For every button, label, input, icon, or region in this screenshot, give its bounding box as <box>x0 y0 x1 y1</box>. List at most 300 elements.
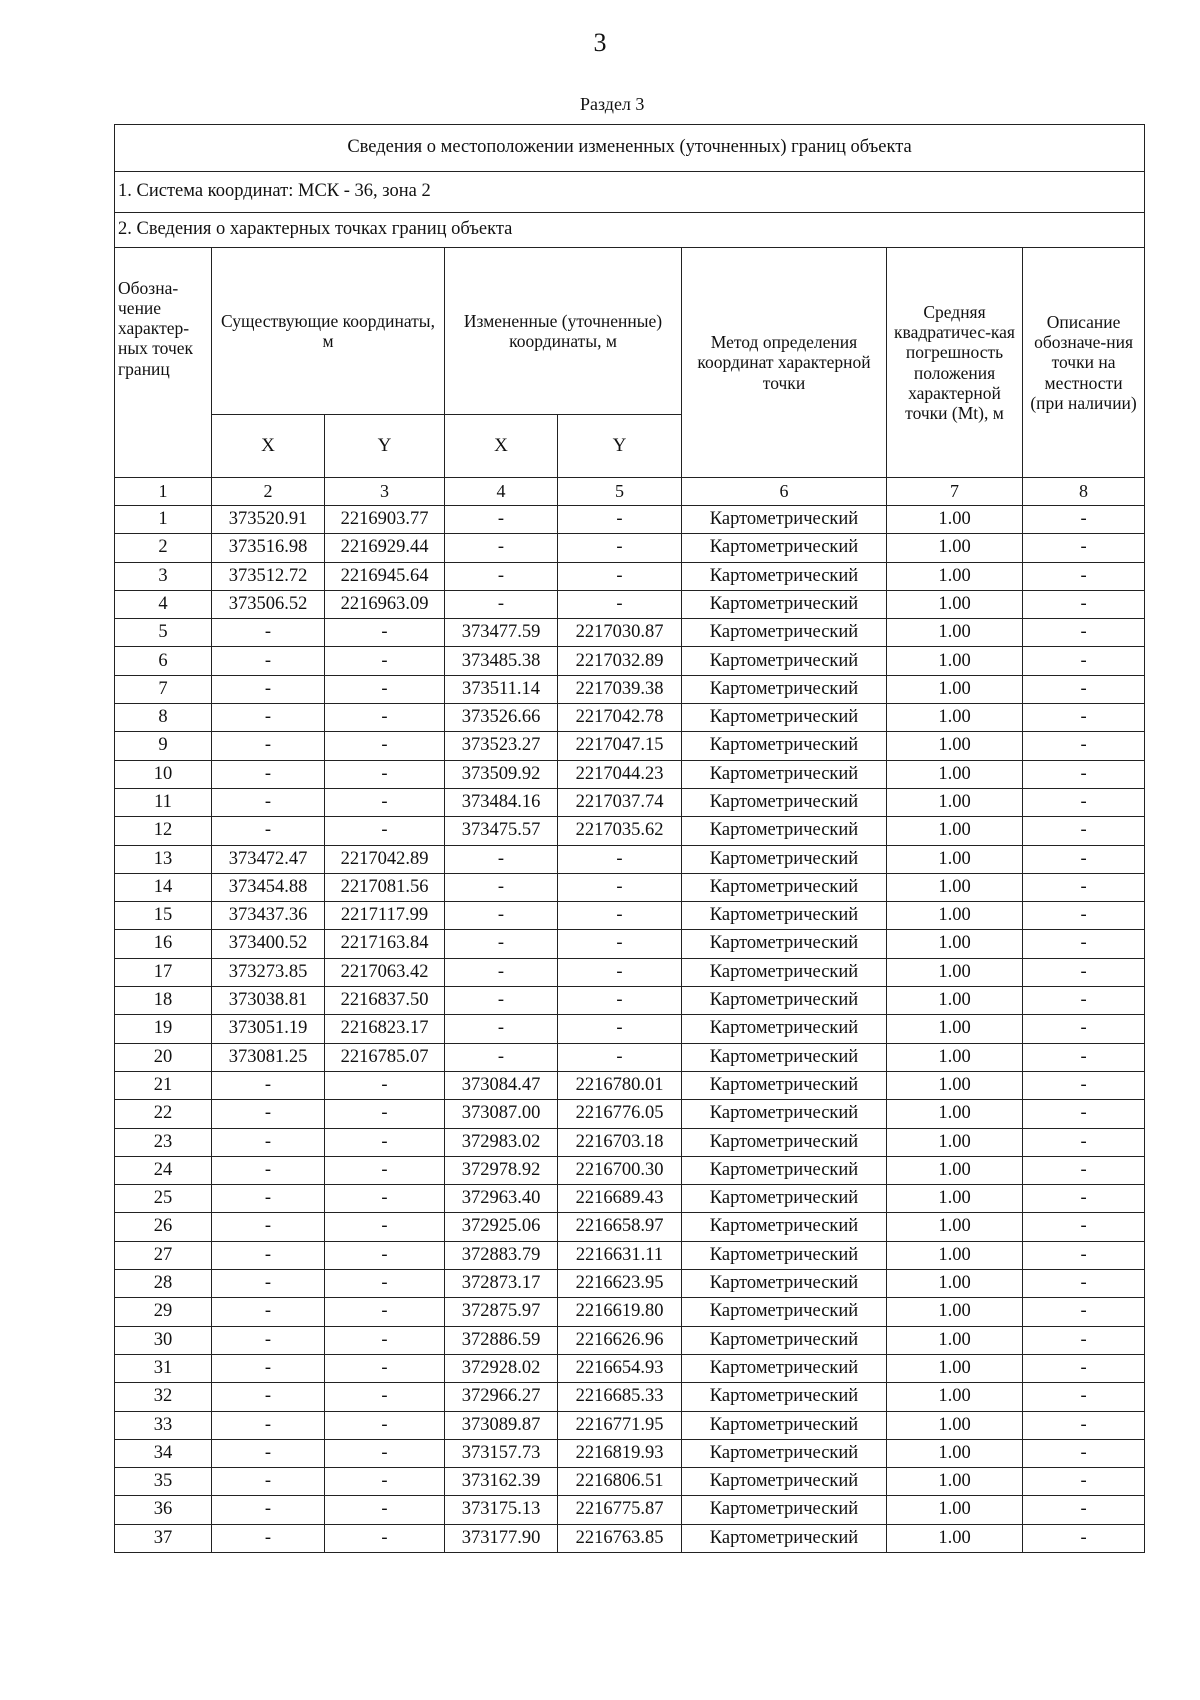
method-cell: Картометрический <box>682 1326 887 1354</box>
method-cell: Картометрический <box>682 1100 887 1128</box>
point-description-cell: - <box>1023 1015 1145 1043</box>
point-description-cell: - <box>1023 930 1145 958</box>
error-mt-cell: 1.00 <box>887 760 1023 788</box>
changed-y-cell: - <box>558 845 682 873</box>
point-number-cell: 23 <box>115 1128 212 1156</box>
table-row <box>115 1043 1145 1071</box>
existing-x-cell: - <box>212 1383 325 1411</box>
changed-x-cell: 373089.87 <box>445 1411 558 1439</box>
method-cell: Картометрический <box>682 930 887 958</box>
changed-y-cell: 2217047.15 <box>558 732 682 760</box>
table-row <box>115 704 1145 732</box>
changed-y-cell: 2216689.43 <box>558 1185 682 1213</box>
existing-y-cell: - <box>325 732 445 760</box>
table-row <box>115 1468 1145 1496</box>
existing-x-cell: 373400.52 <box>212 930 325 958</box>
table-row <box>115 1015 1145 1043</box>
points-heading: 2. Сведения о характерных точках границ объекта <box>115 213 1145 248</box>
table-row <box>115 817 1145 845</box>
existing-y-cell: - <box>325 1496 445 1524</box>
error-mt-cell: 1.00 <box>887 1496 1023 1524</box>
point-description-cell: - <box>1023 534 1145 562</box>
existing-x-cell: 373506.52 <box>212 590 325 618</box>
changed-y-cell: 2216623.95 <box>558 1270 682 1298</box>
point-number-cell: 7 <box>115 675 212 703</box>
existing-x-cell: - <box>212 1100 325 1128</box>
table-row <box>115 1100 1145 1128</box>
method-cell: Картометрический <box>682 704 887 732</box>
point-number-cell: 17 <box>115 958 212 986</box>
existing-y-cell: 2216785.07 <box>325 1043 445 1071</box>
column-number: 6 <box>682 478 887 506</box>
changed-y-cell: - <box>558 590 682 618</box>
changed-y-cell: 2217042.78 <box>558 704 682 732</box>
existing-x-cell: 373454.88 <box>212 873 325 901</box>
error-mt-cell: 1.00 <box>887 1071 1023 1099</box>
point-number-cell: 32 <box>115 1383 212 1411</box>
changed-y-cell: 2217039.38 <box>558 675 682 703</box>
method-cell: Картометрический <box>682 760 887 788</box>
table-row <box>115 534 1145 562</box>
existing-y-cell: - <box>325 1326 445 1354</box>
changed-y-cell: 2216703.18 <box>558 1128 682 1156</box>
changed-y-cell: 2217044.23 <box>558 760 682 788</box>
point-description-cell: - <box>1023 1411 1145 1439</box>
point-number-cell: 29 <box>115 1298 212 1326</box>
existing-x-cell: 373051.19 <box>212 1015 325 1043</box>
table-row <box>115 647 1145 675</box>
existing-y-cell: 2216963.09 <box>325 590 445 618</box>
point-number-cell: 31 <box>115 1354 212 1382</box>
method-cell: Картометрический <box>682 1156 887 1184</box>
column-number: 4 <box>445 478 558 506</box>
changed-y-cell: - <box>558 562 682 590</box>
error-mt-cell: 1.00 <box>887 1383 1023 1411</box>
existing-y-cell: 2216945.64 <box>325 562 445 590</box>
error-mt-cell: 1.00 <box>887 506 1023 534</box>
error-mt-cell: 1.00 <box>887 1043 1023 1071</box>
error-mt-cell: 1.00 <box>887 1185 1023 1213</box>
method-cell: Картометрический <box>682 1128 887 1156</box>
point-number-cell: 8 <box>115 704 212 732</box>
table-row <box>115 732 1145 760</box>
existing-y-cell: - <box>325 1185 445 1213</box>
point-description-cell: - <box>1023 845 1145 873</box>
existing-y-cell: 2217063.42 <box>325 958 445 986</box>
table-row <box>115 1270 1145 1298</box>
existing-x-cell: - <box>212 760 325 788</box>
existing-y-cell: - <box>325 647 445 675</box>
changed-x-cell: 372978.92 <box>445 1156 558 1184</box>
table-row <box>115 1241 1145 1269</box>
method-cell: Картометрический <box>682 675 887 703</box>
existing-y-cell: - <box>325 760 445 788</box>
method-cell: Картометрический <box>682 1071 887 1099</box>
error-mt-cell: 1.00 <box>887 1128 1023 1156</box>
point-description-cell: - <box>1023 788 1145 816</box>
point-number-cell: 15 <box>115 902 212 930</box>
existing-x-cell: - <box>212 788 325 816</box>
method-cell: Картометрический <box>682 1439 887 1467</box>
method-cell: Картометрический <box>682 1213 887 1241</box>
changed-x-cell: - <box>445 930 558 958</box>
point-number-cell: 37 <box>115 1524 212 1552</box>
point-number-cell: 36 <box>115 1496 212 1524</box>
existing-y-cell: - <box>325 1439 445 1467</box>
changed-y-cell: 2217035.62 <box>558 817 682 845</box>
header-existing-x: X <box>212 415 325 478</box>
changed-x-cell: 373162.39 <box>445 1468 558 1496</box>
point-description-cell: - <box>1023 1439 1145 1467</box>
error-mt-cell: 1.00 <box>887 562 1023 590</box>
changed-y-cell: 2216775.87 <box>558 1496 682 1524</box>
header-point-designation: Обозна-чение характер-ных точек границ <box>115 248 212 478</box>
existing-y-cell: - <box>325 619 445 647</box>
method-cell: Картометрический <box>682 1496 887 1524</box>
point-number-cell: 35 <box>115 1468 212 1496</box>
error-mt-cell: 1.00 <box>887 1439 1023 1467</box>
error-mt-cell: 1.00 <box>887 1354 1023 1382</box>
existing-x-cell: - <box>212 1439 325 1467</box>
changed-y-cell: 2216619.80 <box>558 1298 682 1326</box>
point-description-cell: - <box>1023 1213 1145 1241</box>
error-mt-cell: 1.00 <box>887 1241 1023 1269</box>
table-row <box>115 958 1145 986</box>
existing-x-cell: 373516.98 <box>212 534 325 562</box>
existing-x-cell: 373512.72 <box>212 562 325 590</box>
error-mt-cell: 1.00 <box>887 1298 1023 1326</box>
changed-x-cell: - <box>445 1043 558 1071</box>
changed-x-cell: 372925.06 <box>445 1213 558 1241</box>
error-mt-cell: 1.00 <box>887 987 1023 1015</box>
point-description-cell: - <box>1023 1298 1145 1326</box>
changed-y-cell: - <box>558 958 682 986</box>
header-description: Описание обозначе-ния точки на местности (при наличии) <box>1023 248 1145 478</box>
table-row <box>115 760 1145 788</box>
changed-x-cell: 373485.38 <box>445 647 558 675</box>
table-row <box>115 1383 1145 1411</box>
method-cell: Картометрический <box>682 1298 887 1326</box>
changed-y-cell: 2216771.95 <box>558 1411 682 1439</box>
error-mt-cell: 1.00 <box>887 845 1023 873</box>
point-number-cell: 19 <box>115 1015 212 1043</box>
existing-y-cell: 2216929.44 <box>325 534 445 562</box>
existing-y-cell: 2217117.99 <box>325 902 445 930</box>
error-mt-cell: 1.00 <box>887 1015 1023 1043</box>
changed-x-cell: 372883.79 <box>445 1241 558 1269</box>
changed-x-cell: 372963.40 <box>445 1185 558 1213</box>
error-mt-cell: 1.00 <box>887 619 1023 647</box>
method-cell: Картометрический <box>682 590 887 618</box>
point-description-cell: - <box>1023 958 1145 986</box>
existing-y-cell: - <box>325 788 445 816</box>
existing-y-cell: 2217163.84 <box>325 930 445 958</box>
error-mt-cell: 1.00 <box>887 902 1023 930</box>
error-mt-cell: 1.00 <box>887 930 1023 958</box>
existing-x-cell: - <box>212 1354 325 1382</box>
point-description-cell: - <box>1023 987 1145 1015</box>
changed-y-cell: 2216819.93 <box>558 1439 682 1467</box>
existing-x-cell: - <box>212 1326 325 1354</box>
point-number-cell: 13 <box>115 845 212 873</box>
point-description-cell: - <box>1023 1128 1145 1156</box>
existing-x-cell: - <box>212 619 325 647</box>
header-existing-y: Y <box>325 415 445 478</box>
error-mt-cell: 1.00 <box>887 1156 1023 1184</box>
column-number: 8 <box>1023 478 1145 506</box>
existing-y-cell: - <box>325 1270 445 1298</box>
table-row <box>115 1496 1145 1524</box>
changed-x-cell: - <box>445 562 558 590</box>
existing-y-cell: 2216837.50 <box>325 987 445 1015</box>
existing-x-cell: - <box>212 1213 325 1241</box>
existing-y-cell: 2217081.56 <box>325 873 445 901</box>
table-row <box>115 930 1145 958</box>
header-changed-y: Y <box>558 415 682 478</box>
point-number-cell: 33 <box>115 1411 212 1439</box>
point-number-cell: 18 <box>115 987 212 1015</box>
existing-y-cell: - <box>325 1100 445 1128</box>
changed-y-cell: 2217037.74 <box>558 788 682 816</box>
table-row <box>115 1326 1145 1354</box>
changed-x-cell: - <box>445 1015 558 1043</box>
method-cell: Картометрический <box>682 987 887 1015</box>
column-number: 3 <box>325 478 445 506</box>
point-number-cell: 5 <box>115 619 212 647</box>
point-number-cell: 34 <box>115 1439 212 1467</box>
changed-x-cell: 373484.16 <box>445 788 558 816</box>
method-cell: Картометрический <box>682 1354 887 1382</box>
table-title: Сведения о местоположении измененных (уточненных) границ объекта <box>115 125 1145 172</box>
changed-x-cell: 372873.17 <box>445 1270 558 1298</box>
point-description-cell: - <box>1023 760 1145 788</box>
method-cell: Картометрический <box>682 1270 887 1298</box>
existing-y-cell: 2216823.17 <box>325 1015 445 1043</box>
changed-y-cell: 2216776.05 <box>558 1100 682 1128</box>
method-cell: Картометрический <box>682 1411 887 1439</box>
point-number-cell: 1 <box>115 506 212 534</box>
existing-y-cell: 2217042.89 <box>325 845 445 873</box>
point-number-cell: 27 <box>115 1241 212 1269</box>
method-cell: Картометрический <box>682 1241 887 1269</box>
point-number-cell: 2 <box>115 534 212 562</box>
existing-y-cell: - <box>325 1298 445 1326</box>
error-mt-cell: 1.00 <box>887 1100 1023 1128</box>
error-mt-cell: 1.00 <box>887 1468 1023 1496</box>
changed-y-cell: - <box>558 534 682 562</box>
existing-x-cell: 373038.81 <box>212 987 325 1015</box>
changed-y-cell: 2216806.51 <box>558 1468 682 1496</box>
table-row <box>115 1213 1145 1241</box>
table-row <box>115 1071 1145 1099</box>
point-number-cell: 26 <box>115 1213 212 1241</box>
existing-x-cell: - <box>212 1071 325 1099</box>
error-mt-cell: 1.00 <box>887 1524 1023 1552</box>
existing-y-cell: - <box>325 1383 445 1411</box>
changed-y-cell: 2216780.01 <box>558 1071 682 1099</box>
table-row <box>115 1524 1145 1552</box>
point-number-cell: 10 <box>115 760 212 788</box>
point-description-cell: - <box>1023 1100 1145 1128</box>
changed-x-cell: 372966.27 <box>445 1383 558 1411</box>
error-mt-cell: 1.00 <box>887 675 1023 703</box>
changed-y-cell: - <box>558 902 682 930</box>
point-description-cell: - <box>1023 1383 1145 1411</box>
changed-y-cell: 2216685.33 <box>558 1383 682 1411</box>
existing-x-cell: 373520.91 <box>212 506 325 534</box>
changed-x-cell: - <box>445 902 558 930</box>
point-description-cell: - <box>1023 619 1145 647</box>
point-number-cell: 20 <box>115 1043 212 1071</box>
changed-y-cell: 2216654.93 <box>558 1354 682 1382</box>
column-number: 7 <box>887 478 1023 506</box>
existing-x-cell: - <box>212 1270 325 1298</box>
table-row <box>115 1156 1145 1184</box>
point-description-cell: - <box>1023 1496 1145 1524</box>
existing-y-cell: - <box>325 1156 445 1184</box>
coordinate-system: 1. Система координат: МСК - 36, зона 2 <box>115 172 1145 213</box>
method-cell: Картометрический <box>682 562 887 590</box>
column-number: 5 <box>558 478 682 506</box>
changed-y-cell: - <box>558 1015 682 1043</box>
table-row <box>115 788 1145 816</box>
table-row <box>115 1128 1145 1156</box>
existing-x-cell: - <box>212 817 325 845</box>
error-mt-cell: 1.00 <box>887 1270 1023 1298</box>
existing-x-cell: 373273.85 <box>212 958 325 986</box>
point-number-cell: 22 <box>115 1100 212 1128</box>
table-row <box>115 619 1145 647</box>
changed-x-cell: 373523.27 <box>445 732 558 760</box>
method-cell: Картометрический <box>682 619 887 647</box>
existing-y-cell: - <box>325 1354 445 1382</box>
existing-x-cell: - <box>212 704 325 732</box>
point-description-cell: - <box>1023 562 1145 590</box>
existing-x-cell: - <box>212 1241 325 1269</box>
boundary-points-table <box>114 124 1145 1553</box>
column-numbers-row <box>115 478 1145 506</box>
point-number-cell: 3 <box>115 562 212 590</box>
method-cell: Картометрический <box>682 873 887 901</box>
point-description-cell: - <box>1023 1468 1145 1496</box>
method-cell: Картометрический <box>682 1015 887 1043</box>
existing-x-cell: - <box>212 1411 325 1439</box>
point-description-cell: - <box>1023 1270 1145 1298</box>
point-description-cell: - <box>1023 1354 1145 1382</box>
existing-y-cell: - <box>325 1071 445 1099</box>
point-description-cell: - <box>1023 704 1145 732</box>
existing-y-cell: - <box>325 1241 445 1269</box>
header-changed-x: X <box>445 415 558 478</box>
point-description-cell: - <box>1023 732 1145 760</box>
point-description-cell: - <box>1023 647 1145 675</box>
changed-y-cell: - <box>558 873 682 901</box>
existing-y-cell: - <box>325 1213 445 1241</box>
method-cell: Картометрический <box>682 958 887 986</box>
point-number-cell: 4 <box>115 590 212 618</box>
changed-x-cell: 373526.66 <box>445 704 558 732</box>
changed-y-cell: 2216700.30 <box>558 1156 682 1184</box>
changed-x-cell: 373177.90 <box>445 1524 558 1552</box>
point-description-cell: - <box>1023 1524 1145 1552</box>
method-cell: Картометрический <box>682 845 887 873</box>
method-cell: Картометрический <box>682 1468 887 1496</box>
table-row <box>115 845 1145 873</box>
existing-y-cell: - <box>325 1128 445 1156</box>
changed-x-cell: 373175.13 <box>445 1496 558 1524</box>
method-cell: Картометрический <box>682 1043 887 1071</box>
point-number-cell: 24 <box>115 1156 212 1184</box>
point-number-cell: 16 <box>115 930 212 958</box>
existing-x-cell: - <box>212 647 325 675</box>
point-number-cell: 28 <box>115 1270 212 1298</box>
existing-x-cell: - <box>212 1468 325 1496</box>
method-cell: Картометрический <box>682 902 887 930</box>
point-description-cell: - <box>1023 506 1145 534</box>
point-description-cell: - <box>1023 1241 1145 1269</box>
changed-y-cell: 2216631.11 <box>558 1241 682 1269</box>
point-description-cell: - <box>1023 1326 1145 1354</box>
error-mt-cell: 1.00 <box>887 732 1023 760</box>
error-mt-cell: 1.00 <box>887 817 1023 845</box>
point-number-cell: 30 <box>115 1326 212 1354</box>
header-method: Метод определения координат характерной точки <box>682 248 887 478</box>
existing-x-cell: - <box>212 1185 325 1213</box>
existing-x-cell: 373437.36 <box>212 902 325 930</box>
table-row <box>115 1298 1145 1326</box>
existing-x-cell: - <box>212 1524 325 1552</box>
header-changed-coordinates: Измененные (уточненные) координаты, м <box>445 248 682 415</box>
changed-y-cell: - <box>558 1043 682 1071</box>
changed-y-cell: 2216763.85 <box>558 1524 682 1552</box>
point-description-cell: - <box>1023 902 1145 930</box>
error-mt-cell: 1.00 <box>887 873 1023 901</box>
point-description-cell: - <box>1023 1156 1145 1184</box>
page-number: 3 <box>593 28 607 57</box>
table-row <box>115 506 1145 534</box>
changed-x-cell: - <box>445 506 558 534</box>
error-mt-cell: 1.00 <box>887 1213 1023 1241</box>
changed-y-cell: 2216658.97 <box>558 1213 682 1241</box>
changed-x-cell: - <box>445 534 558 562</box>
error-mt-cell: 1.00 <box>887 590 1023 618</box>
existing-y-cell: - <box>325 1468 445 1496</box>
header-existing-coordinates: Существующие координаты, м <box>212 248 445 415</box>
existing-y-cell: - <box>325 675 445 703</box>
method-cell: Картометрический <box>682 534 887 562</box>
point-number-cell: 9 <box>115 732 212 760</box>
changed-y-cell: - <box>558 506 682 534</box>
existing-x-cell: - <box>212 1156 325 1184</box>
table-row <box>115 562 1145 590</box>
changed-x-cell: - <box>445 987 558 1015</box>
table-row <box>115 1185 1145 1213</box>
changed-x-cell: 373084.47 <box>445 1071 558 1099</box>
existing-y-cell: - <box>325 1411 445 1439</box>
point-description-cell: - <box>1023 590 1145 618</box>
method-cell: Картометрический <box>682 817 887 845</box>
table-row <box>115 987 1145 1015</box>
column-number: 1 <box>115 478 212 506</box>
changed-x-cell: 373157.73 <box>445 1439 558 1467</box>
existing-y-cell: - <box>325 817 445 845</box>
table-row <box>115 902 1145 930</box>
point-number-cell: 21 <box>115 1071 212 1099</box>
existing-y-cell: 2216903.77 <box>325 506 445 534</box>
error-mt-cell: 1.00 <box>887 788 1023 816</box>
changed-x-cell: 372928.02 <box>445 1354 558 1382</box>
changed-x-cell: - <box>445 873 558 901</box>
